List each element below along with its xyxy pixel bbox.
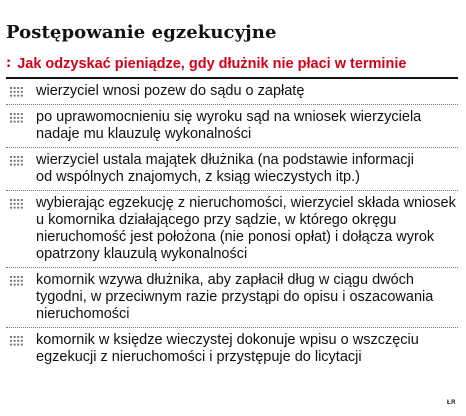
list-item-text: po uprawomocnieniu się wyroku sąd na wniosek wierzyciela nadaje mu klauzulę wykonalności [36,109,422,142]
list-item-text: komornik w księdze wieczystej dokonuje wpisu o wszczęciu egzekucji z nieruchomości i przystępuje do licytacji [36,332,419,365]
subtitle: Jak odzyskać pieniądze, gdy dłużnik nie płaci w terminie [17,56,407,72]
dotted-square-icon [10,332,34,347]
dotted-square-icon [10,83,34,98]
subtitle-row [6,55,458,79]
dotted-square-icon [10,195,34,210]
subtitle-marker: : [6,56,12,71]
list-item [6,268,458,328]
list-item [6,105,458,148]
dotted-square-icon [10,152,34,167]
dotted-square-icon [10,109,34,124]
list-item [6,191,458,268]
list-item [6,148,458,191]
steps-list [6,79,458,370]
page-title: Postępowanie egzekucyjne [6,22,277,43]
list-item-text: wybierając egzekucję z nieruchomości, wierzyciel składa wniosek u komornika działającego przy sądzie, w którego okręgu nieruchomość jest położona (nie ponosi opłat) i dołącza wyrok opatrzony klauzulą wykonalności [36,195,456,262]
list-item-text: wierzyciel wnosi pozew do sądu o zapłatę [36,83,305,99]
dotted-square-icon [10,272,34,287]
list-item [6,79,458,105]
author-credit: ŁR [447,400,456,406]
list-item [6,328,458,370]
list-item-text: komornik wzywa dłużnika, aby zapłacił dług w ciągu dwóch tygodni, w przeciwnym razie przystąpi do opisu i oszacowania nieruchomości [36,272,434,322]
list-item-text: wierzyciel ustala majątek dłużnika (na podstawie informacji od wspólnych znajomych, z ksiąg wieczystych itp.) [36,152,414,185]
